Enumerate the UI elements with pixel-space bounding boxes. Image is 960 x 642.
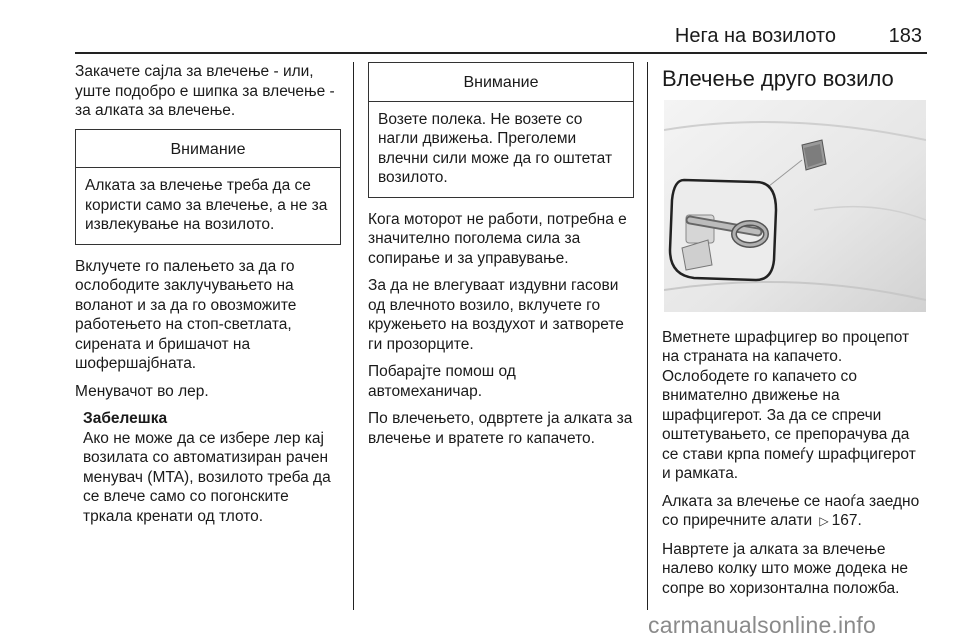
paragraph: Вметнете шрафцигер во процепот на страната на капачето. Ослободете го капачето со внимателно движење на шрафцигерот. За да се спречи оштетувањето, се препорачува да се стави крпа помеѓу шрафцигерот и рамката. (662, 328, 916, 482)
towing-eye-illustration (664, 100, 926, 312)
paragraph-with-reference (662, 492, 928, 532)
note-block (75, 409, 341, 526)
page-number: 183 (888, 25, 922, 47)
paragraph: Кога моторот не работи, потребна е значително поголема сила за сопирање и за управување. (368, 210, 627, 267)
paragraph: Навртете ја алката за влечење налево колку што може додека не сопре во хоризонтална положба. (662, 540, 909, 597)
paragraph: По влечењето, одвртете ја алката за влечење и вратете го капачето. (368, 410, 633, 447)
paragraph-text: Алката за влечење се наоѓа заедно со приречните алати (662, 492, 920, 529)
column-1 (75, 62, 341, 526)
paragraph: Закачете сајла за влечење - или, уште подобро е шипка за влечење - за алката за влечење. (75, 63, 335, 119)
note-text: Ако не може да се избере лер кај возилата со автоматизиран рачен менувач (MTA), возилото треба да се влече само со погонските тркала кренати од тлото. (83, 429, 331, 525)
warning-text: Возете полека. Не возете со нагли движења. Преголеми влечни сили може да го оштетат возилото. (378, 110, 613, 186)
paragraph: Побарајте помош од автомеханичар. (368, 363, 516, 400)
bumper-cover (802, 140, 826, 170)
warning-title: Внимание (369, 63, 633, 102)
column-2 (368, 62, 634, 456)
paragraph: Менувачот во лер. (75, 382, 209, 400)
paragraph: За да не влегуваат издувни гасови од влечното возило, вклучете го кружењето на воздухот и затворете ги прозорците. (368, 277, 624, 353)
header-title: Нега на возилото (674, 25, 836, 47)
column-divider (353, 62, 354, 610)
column-divider (647, 62, 648, 610)
note-title: Забелешка (83, 410, 168, 427)
page-reference-icon: ▷ (819, 514, 829, 528)
warning-box (368, 62, 634, 198)
watermark: carmanualsonline.info (648, 612, 876, 638)
warning-text: Алката за влечење треба да се користи само за влечење, а не за извлекување на возилото. (85, 177, 328, 233)
header-rule (75, 52, 927, 54)
page-reference[interactable]: 167. (831, 512, 862, 529)
warning-title: Внимание (76, 130, 340, 169)
section-title: Влечење друго возило (662, 66, 894, 91)
paragraph: Вклучете го палењето за да го ослободите заклучувањето на воланот и за да го овозможите работењето на стоп-светлата, сирената и бришачот на шофершајбната. (75, 257, 297, 372)
column-3 (662, 62, 928, 606)
warning-box (75, 129, 341, 245)
detail-inset (670, 180, 776, 280)
